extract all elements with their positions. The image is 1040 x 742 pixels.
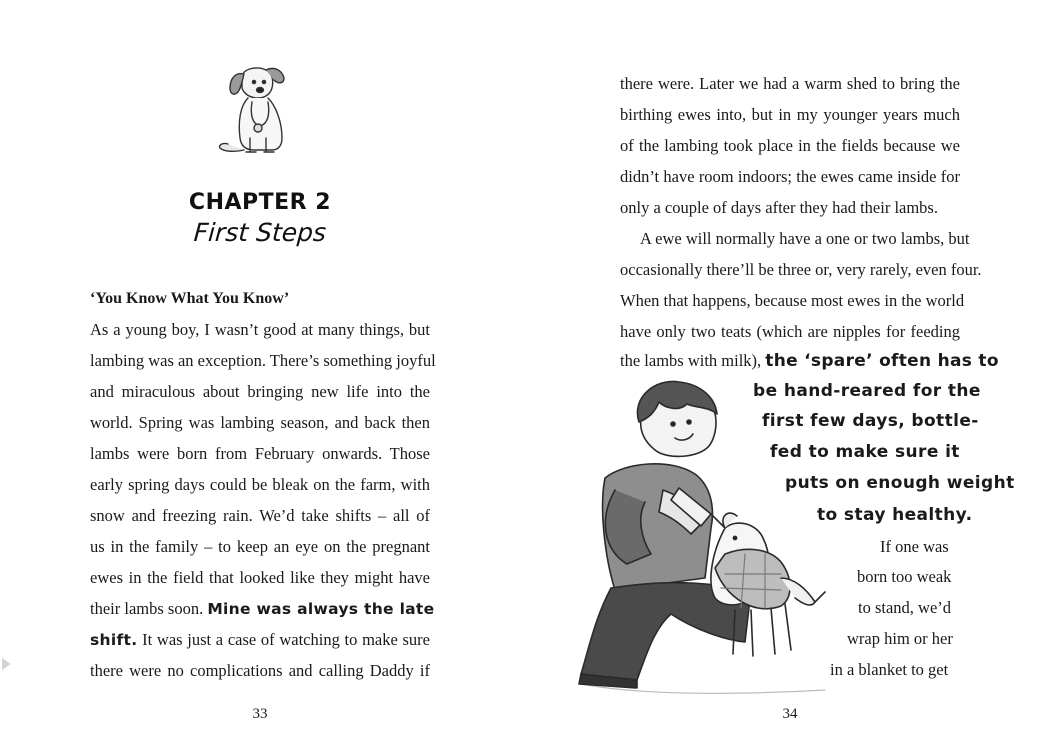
body-text	[90, 314, 436, 686]
text-line: there were no complications and calling Daddy if	[90, 661, 430, 680]
text-line: to stand, we’d	[858, 598, 952, 617]
text-line	[90, 624, 430, 655]
text-line: snow and freezing rain. We’d take shifts – all of	[90, 506, 430, 525]
page-turn-arrow-icon[interactable]	[2, 658, 11, 670]
page-number: 34	[782, 706, 798, 722]
text-line: world. Spring was lambing season, and back then	[90, 413, 430, 432]
handwritten-emphasis: to stay healthy.	[817, 505, 973, 525]
chapter-title: First Steps	[192, 218, 328, 247]
text-span: It was just a case of watching to make sure	[137, 630, 430, 649]
handwritten-emphasis: shift.	[90, 631, 138, 649]
text-span: the lambs with milk),	[620, 351, 766, 370]
text-line: didn’t have room indoors; the ewes came inside for	[620, 167, 960, 186]
text-line	[620, 345, 999, 376]
text-line: born too weak	[857, 567, 952, 586]
text-line: A ewe will normally have a one or two lambs, but	[640, 229, 970, 248]
dog-with-stethoscope-icon	[214, 62, 296, 162]
text-line	[90, 593, 435, 624]
text-line: only a couple of days after they had their lambs.	[620, 198, 938, 217]
text-line: occasionally there’ll be three or, very rarely, even four.	[620, 260, 982, 279]
text-line: When that happens, because most ewes in the world	[620, 291, 965, 310]
text-line: birthing ewes into, but in my younger years much	[620, 105, 960, 124]
chapter-number: CHAPTER 2	[188, 190, 332, 215]
handwritten-emphasis: Mine was always the late	[207, 600, 435, 618]
text-line: us in the family – to keep an eye on the pregnant	[90, 537, 430, 556]
right-page	[520, 0, 1040, 742]
section-heading: ‘You Know What You Know’	[90, 290, 290, 307]
page-number: 33	[252, 706, 268, 722]
text-line: wrap him or her	[847, 629, 953, 648]
text-line: lambing was an exception. There’s something joyful	[90, 351, 436, 370]
text-line: of the lambing took place in the fields because we	[620, 136, 960, 155]
text-line: If one was	[880, 537, 949, 556]
text-line: have only two teats (which are nipples for feeding	[620, 322, 960, 341]
text-line: As a young boy, I wasn’t good at many things, but	[90, 320, 430, 339]
handwritten-emphasis: be hand-reared for the	[753, 381, 981, 401]
text-line: early spring days could be bleak on the farm, with	[90, 475, 430, 494]
text-line: in a blanket to get	[830, 660, 949, 679]
text-line: and miraculous about bringing new life into the	[90, 382, 430, 401]
handwritten-emphasis: first few days, bottle-	[762, 411, 979, 431]
text-line: there were. Later we had a warm shed to bring the	[620, 74, 960, 93]
handwritten-emphasis: fed to make sure it	[770, 442, 960, 462]
handwritten-emphasis: puts on enough weight	[785, 473, 1015, 493]
handwritten-emphasis: the ‘spare’ often has to	[765, 351, 999, 371]
text-span: their lambs soon.	[90, 599, 208, 618]
text-line: ewes in the field that looked like they might have	[90, 568, 430, 587]
text-line: lambs were born from February onwards. Those	[90, 444, 430, 463]
